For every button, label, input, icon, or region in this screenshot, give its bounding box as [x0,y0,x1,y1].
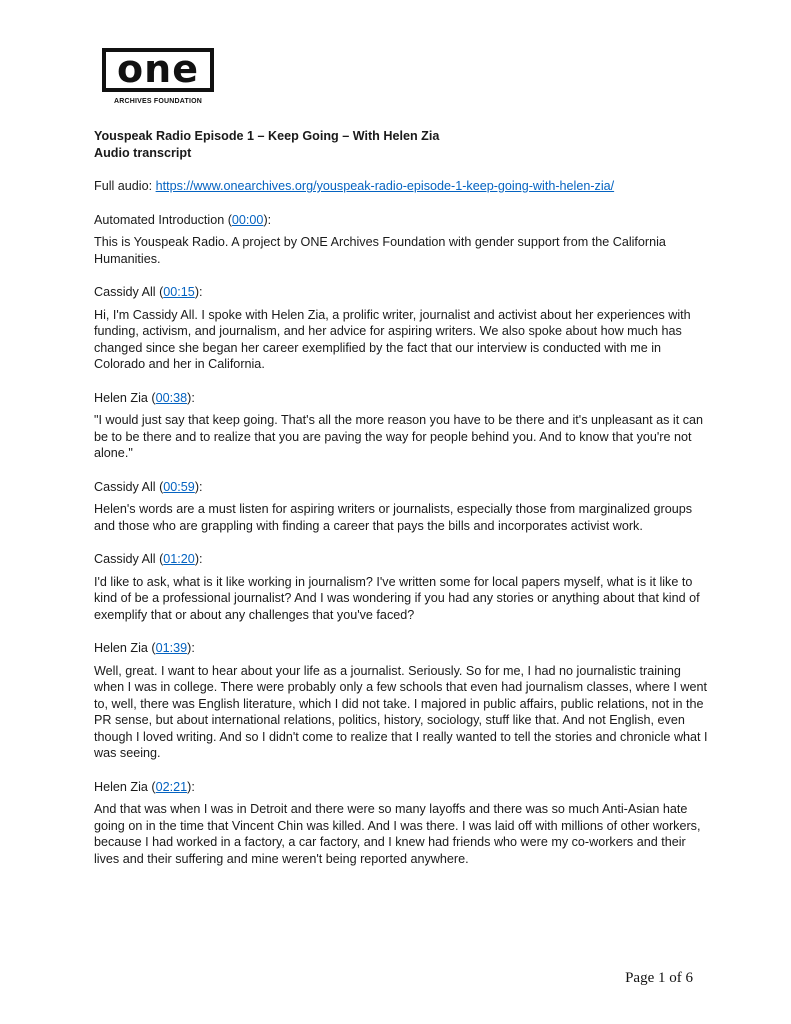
page-number: Page 1 of 6 [625,970,693,986]
full-audio-label: Full audio: [94,179,153,193]
speaker-line: Helen Zia (01:39): [94,641,195,655]
transcript-segment [94,212,714,268]
logo-box [102,48,214,92]
speaker-name: Helen Zia [94,641,148,655]
transcript-text: I'd like to ask, what is it like working in journalism? I've written some for local papers myself, what is it like to kind of be a professional journalist? And I was wondering if you had any stories or anything about that kind of exemplify that or about any challenges that you've faced? [94,574,700,622]
speaker-line: Automated Introduction (00:00): [94,212,272,227]
speaker-line: Cassidy All (00:59): [94,479,203,494]
transcript-text: Hi, I'm Cassidy All. I spoke with Helen Zia, a prolific writer, journalist and activist about her experiences with funding, activism, and journalism, and her advice for aspiring writers. We also spoke about how much has changed since she began her career exemplified by the fact that our interview is conducted with me in Colorado and her in California. [94,307,691,371]
transcript-text: And that was when I was in Detroit and there were so many layoffs and there was so much Anti-Asian hate going on in the time that Vincent Chin was killed. And I was there. I was laid off with millions of other workers, because I had worked in a factory, a car factory, and I knew had friends who were my co-workers and their lives and their suffering and mine weren't being reported anywhere. [94,802,701,866]
timestamp-link[interactable]: 02:21 [155,779,188,794]
timestamp-link[interactable]: 00:15 [163,285,195,299]
speaker-name: Cassidy All [94,285,156,299]
timestamp-link[interactable]: 01:20 [163,552,195,566]
transcript-text: This is Youspeak Radio. A project by ONE Archives Foundation with gender support from the California Humanities. [94,235,666,266]
timestamp-link[interactable]: 01:39 [155,641,188,655]
transcript-text: Helen's words are a must listen for aspiring writers or journalists, especially those from marginalized groups and those who are grappling with finding a career that pays the bills and incorporates activist work. [94,502,693,533]
transcript-segment [94,390,714,462]
speaker-name: Cassidy All [94,552,156,566]
full-audio-link[interactable]: https://www.onearchives.org/youspeak-radio-episode-1-keep-going-with-helen-zia/ [155,179,615,193]
timestamp-link[interactable]: 00:59 [163,479,195,494]
transcript-segments [94,212,714,868]
speaker-line: Helen Zia (00:38): [94,390,195,405]
transcript-segment [94,551,714,623]
speaker-name: Automated Introduction [94,212,225,227]
transcript-segment [94,284,714,373]
transcript-segment [94,479,714,535]
speaker-name: Cassidy All [94,479,156,494]
speaker-line: Cassidy All (01:20): [94,552,203,566]
speaker-name: Helen Zia [94,779,148,794]
full-audio-line [94,178,714,195]
transcript-text: "I would just say that keep going. That's all the more reason you have to be there and it's unpleasant as it can be to be there and to realize that you are paving the way for people behind you. And to know that you're not alone." [94,413,704,460]
speaker-line: Cassidy All (00:15): [94,285,203,299]
transcript-text: Well, great. I want to hear about your life as a journalist. Seriously. So for me, I had no journalistic training when I was in college. There were probably only a few schools that even had journalism classes, where I went to, well, there was English literature, which I did not take. I majored in public affairs, public relations, not in the PR sense, but about international relations, politics, history, sociology, stuff like that. And not English, even though I loved writing. And so I didn't come to realize that I really wanted to tell the stories and chronicle what I was seeing. [94,663,708,760]
timestamp-link[interactable]: 00:00 [231,212,264,227]
timestamp-link[interactable]: 00:38 [155,390,188,405]
document-subtitle: Audio transcript [94,145,192,160]
speaker-line: Helen Zia (02:21): [94,779,195,794]
document-title: Youspeak Radio Episode 1 – Keep Going – With Helen Zia [94,129,440,143]
speaker-name: Helen Zia [94,390,148,405]
logo-wordmark: one [117,46,199,91]
transcript-body [94,128,714,867]
transcript-segment [94,779,714,868]
logo-subtitle: ARCHIVES FOUNDATION [113,98,203,105]
transcript-segment [94,640,714,762]
one-archives-logo [100,46,220,112]
